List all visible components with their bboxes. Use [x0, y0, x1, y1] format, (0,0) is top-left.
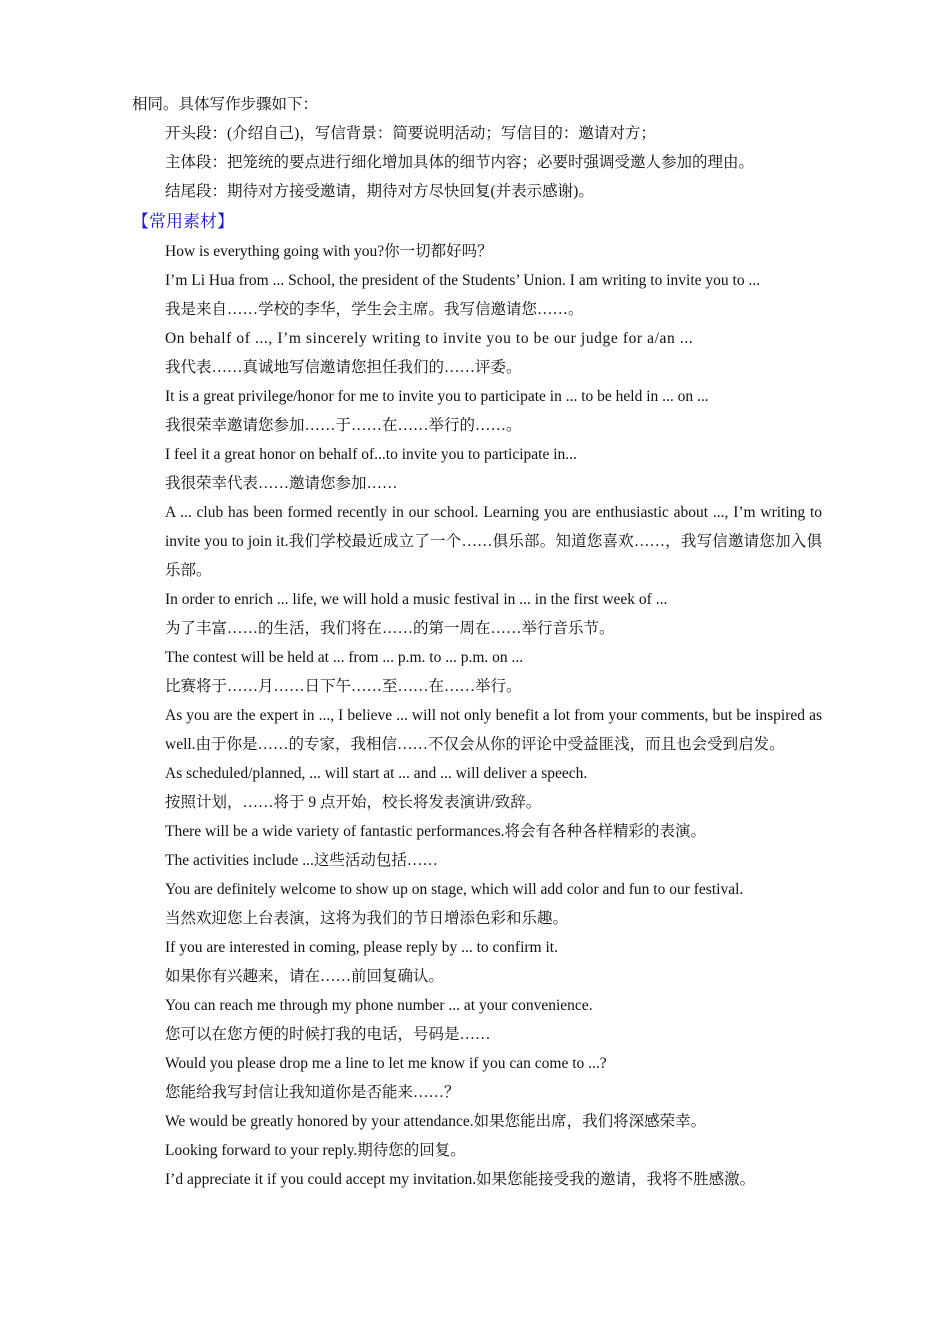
- material-line: 您可以在您方便的时候打我的电话，号码是……: [165, 1026, 491, 1043]
- material-line: I’d appreciate it if you could accept my invitation.如果您能接受我的邀请，我将不胜感激。: [165, 1171, 756, 1188]
- material-paragraph: A ... club has been formed recently in our school. Learning you are enthusiastic about ..., I’m writing to invite you to join it.我们学校最近成立了一个……俱乐部。知道您喜欢……，我写信邀请您加入俱乐部。: [165, 504, 822, 579]
- material-line: I’m Li Hua from ... School, the president of the Students’ Union. I am writing to invite you to ...: [165, 272, 761, 289]
- step-closing: 结尾段：期待对方接受邀请，期待对方尽快回复(并表示感谢)。: [165, 183, 594, 200]
- material-line: 我是来自……学校的李华，学生会主席。我写信邀请您……。: [165, 301, 584, 318]
- material-line: There will be a wide variety of fantastic performances.将会有各种各样精彩的表演。: [165, 823, 707, 840]
- material-line: The activities include ...这些活动包括……: [165, 852, 438, 869]
- material-line: The contest will be held at ... from ... p.m. to ... p.m. on ...: [165, 649, 524, 666]
- material-line: 当然欢迎您上台表演，这将为我们的节日增添色彩和乐趣。: [165, 910, 569, 927]
- material-line: You are definitely welcome to show up on stage, which will add color and fun to our festival.: [165, 881, 744, 898]
- material-line: It is a great privilege/honor for me to invite you to participate in ... to be held in ... on ...: [165, 388, 709, 405]
- material-line: Would you please drop me a line to let me know if you can come to ...?: [165, 1055, 607, 1072]
- material-line: As scheduled/planned, ... will start at ... and ... will deliver a speech.: [165, 765, 588, 782]
- material-line: 您能给我写封信让我知道你是否能来……？: [165, 1084, 460, 1101]
- material-line: 为了丰富……的生活，我们将在……的第一周在……举行音乐节。: [165, 620, 615, 637]
- material-paragraph: As you are the expert in ..., I believe ... will not only benefit a lot from your comments, but be inspired as well.由于你是……的专家，我相信……不仅会从你的评论中受益匪浅，而且也会受到启发。: [165, 707, 822, 753]
- document-content: [132, 90, 822, 1194]
- material-line: If you are interested in coming, please reply by ... to confirm it.: [165, 939, 558, 956]
- material-line: 我代表……真诚地写信邀请您担任我们的……评委。: [165, 359, 522, 376]
- step-body: 主体段：把笼统的要点进行细化增加具体的细节内容；必要时强调受邀人参加的理由。: [165, 154, 755, 171]
- material-line: I feel it a great honor on behalf of...to invite you to participate in...: [165, 446, 577, 463]
- material-line: 按照计划，……将于 9 点开始，校长将发表演讲/致辞。: [165, 794, 542, 811]
- intro-line: 相同。具体写作步骤如下：: [132, 96, 319, 113]
- section-heading: 【常用素材】: [132, 212, 234, 231]
- material-line: On behalf of ..., I’m sincerely writing to invite you to be our judge for a/an ...: [165, 330, 694, 347]
- material-line: In order to enrich ... life, we will hold a music festival in ... in the first week of ...: [165, 591, 668, 608]
- material-line: 我很荣幸代表……邀请您参加……: [165, 475, 398, 492]
- material-line: 如果你有兴趣来，请在……前回复确认。: [165, 968, 445, 985]
- material-line: Looking forward to your reply.期待您的回复。: [165, 1142, 466, 1159]
- material-line: You can reach me through my phone number ... at your convenience.: [165, 997, 593, 1014]
- material-line: 我很荣幸邀请您参加……于……在……举行的……。: [165, 417, 522, 434]
- material-line: How is everything going with you?你一切都好吗？: [165, 243, 493, 260]
- step-opening: 开头段：(介绍自己)，写信背景：简要说明活动；写信目的：邀请对方；: [165, 125, 656, 142]
- material-line: 比赛将于……月……日下午……至……在……举行。: [165, 678, 522, 695]
- material-line: We would be greatly honored by your attendance.如果您能出席，我们将深感荣幸。: [165, 1113, 707, 1130]
